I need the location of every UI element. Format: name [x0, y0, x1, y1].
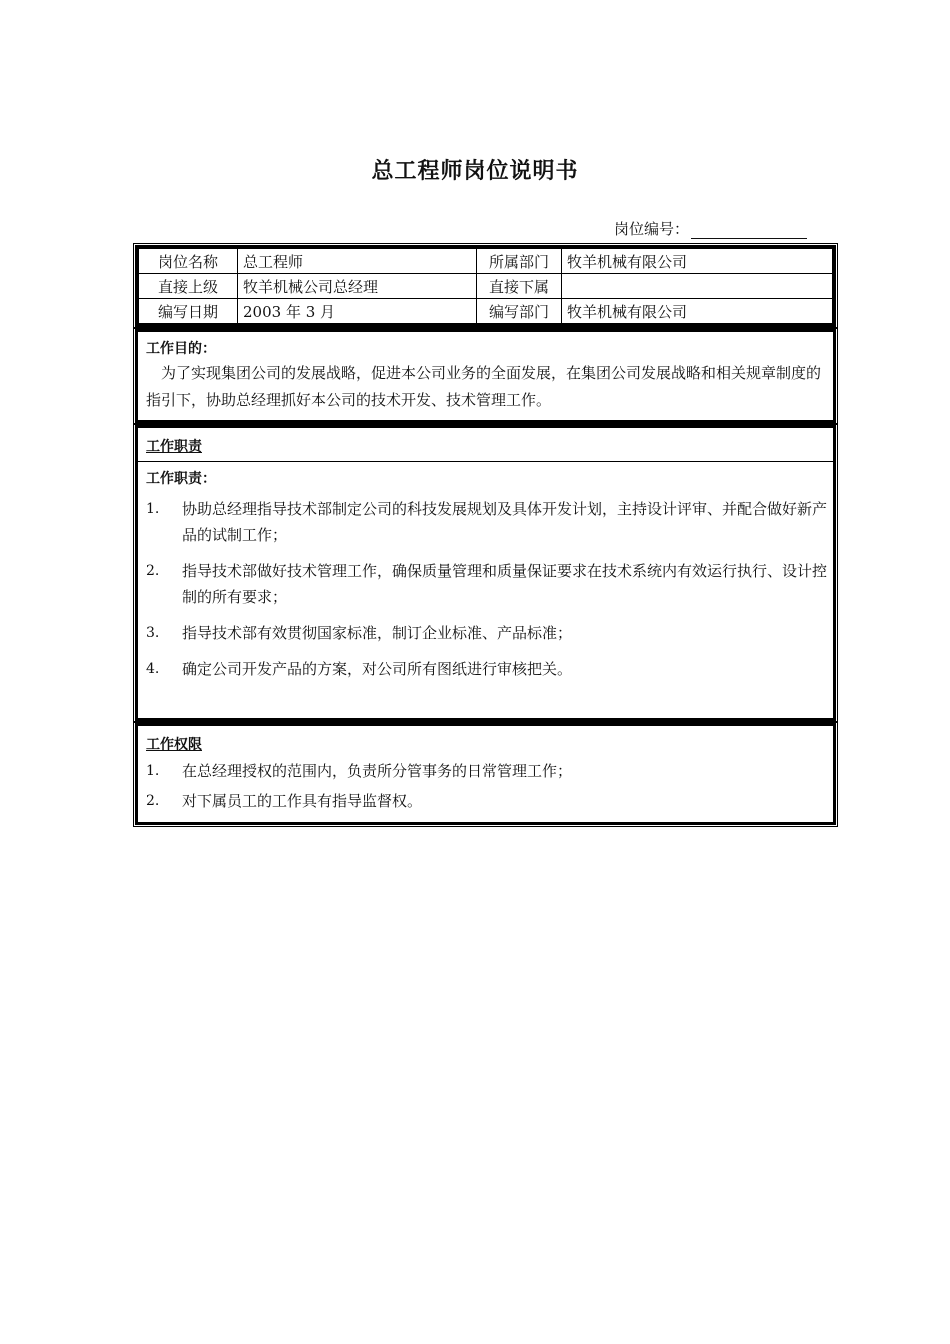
label-direct-subordinate: 直接下属 [477, 274, 562, 299]
value-direct-superior: 牧羊机械公司总经理 [238, 274, 477, 299]
label-compile-date: 编写日期 [139, 299, 238, 324]
item-text: 协助总经理指导技术部制定公司的科技发展规划及具体开发计划，主持设计评审、并配合做好新产品的试制工作； [182, 500, 828, 544]
item-text: 确定公司开发产品的方案，对公司所有图纸进行审核把关。 [182, 660, 573, 678]
label-compile-department: 编写部门 [477, 299, 562, 324]
position-code-line [614, 218, 807, 239]
authority-section [135, 723, 836, 825]
list-item [146, 788, 827, 814]
label-position-name: 岗位名称 [139, 249, 238, 274]
info-table [138, 248, 833, 324]
label-department: 所属部门 [477, 249, 562, 274]
item-text: 在总经理授权的范围内，负责所分管事务的日常管理工作； [182, 762, 573, 780]
list-item [146, 758, 827, 784]
table-row [139, 274, 833, 299]
table-row [139, 299, 833, 324]
item-text: 对下属员工的工作具有指导监督权。 [182, 792, 423, 810]
item-number: 2. [146, 793, 160, 809]
purpose-heading: 工作目的： [146, 341, 216, 357]
list-item [146, 656, 827, 682]
duties-section-title: 工作职责 [138, 428, 833, 462]
item-number: 3. [146, 625, 160, 641]
purpose-text: 为了实现集团公司的发展战略，促进本公司业务的全面发展，在集团公司发展战略和相关规章制度的指引下，协助总经理抓好本公司的技术开发、技术管理工作。 [146, 364, 822, 409]
value-department: 牧羊机械有限公司 [562, 249, 833, 274]
list-item [146, 620, 827, 646]
purpose-section [135, 329, 836, 423]
position-code-label: 岗位编号： [613, 220, 689, 238]
authority-section-title: 工作权限 [146, 737, 202, 753]
list-item [146, 496, 827, 548]
list-item [146, 558, 827, 610]
value-position-name: 总工程师 [238, 249, 477, 274]
value-direct-subordinate [562, 274, 833, 299]
item-number: 2. [146, 563, 160, 579]
job-description-form [133, 243, 838, 827]
info-section [135, 245, 836, 327]
authority-list [138, 758, 833, 814]
value-compile-date: 2003 年 3 月 [238, 299, 477, 324]
table-row [139, 249, 833, 274]
item-number: 1. [146, 501, 160, 517]
duties-section [135, 425, 836, 721]
item-text: 指导技术部有效贯彻国家标准，制订企业标准、产品标准； [182, 624, 573, 642]
label-direct-superior: 直接上级 [139, 274, 238, 299]
item-number: 1. [146, 763, 160, 779]
position-code-blank [691, 224, 807, 239]
page-title: 总工程师岗位说明书 [371, 159, 579, 184]
value-compile-department: 牧羊机械有限公司 [562, 299, 833, 324]
duties-list [138, 496, 833, 682]
duties-subheading: 工作职责： [146, 471, 216, 487]
item-text: 指导技术部做好技术管理工作，确保质量管理和质量保证要求在技术系统内有效运行执行、设计控制的所有要求； [182, 562, 828, 606]
item-number: 4. [146, 661, 160, 677]
